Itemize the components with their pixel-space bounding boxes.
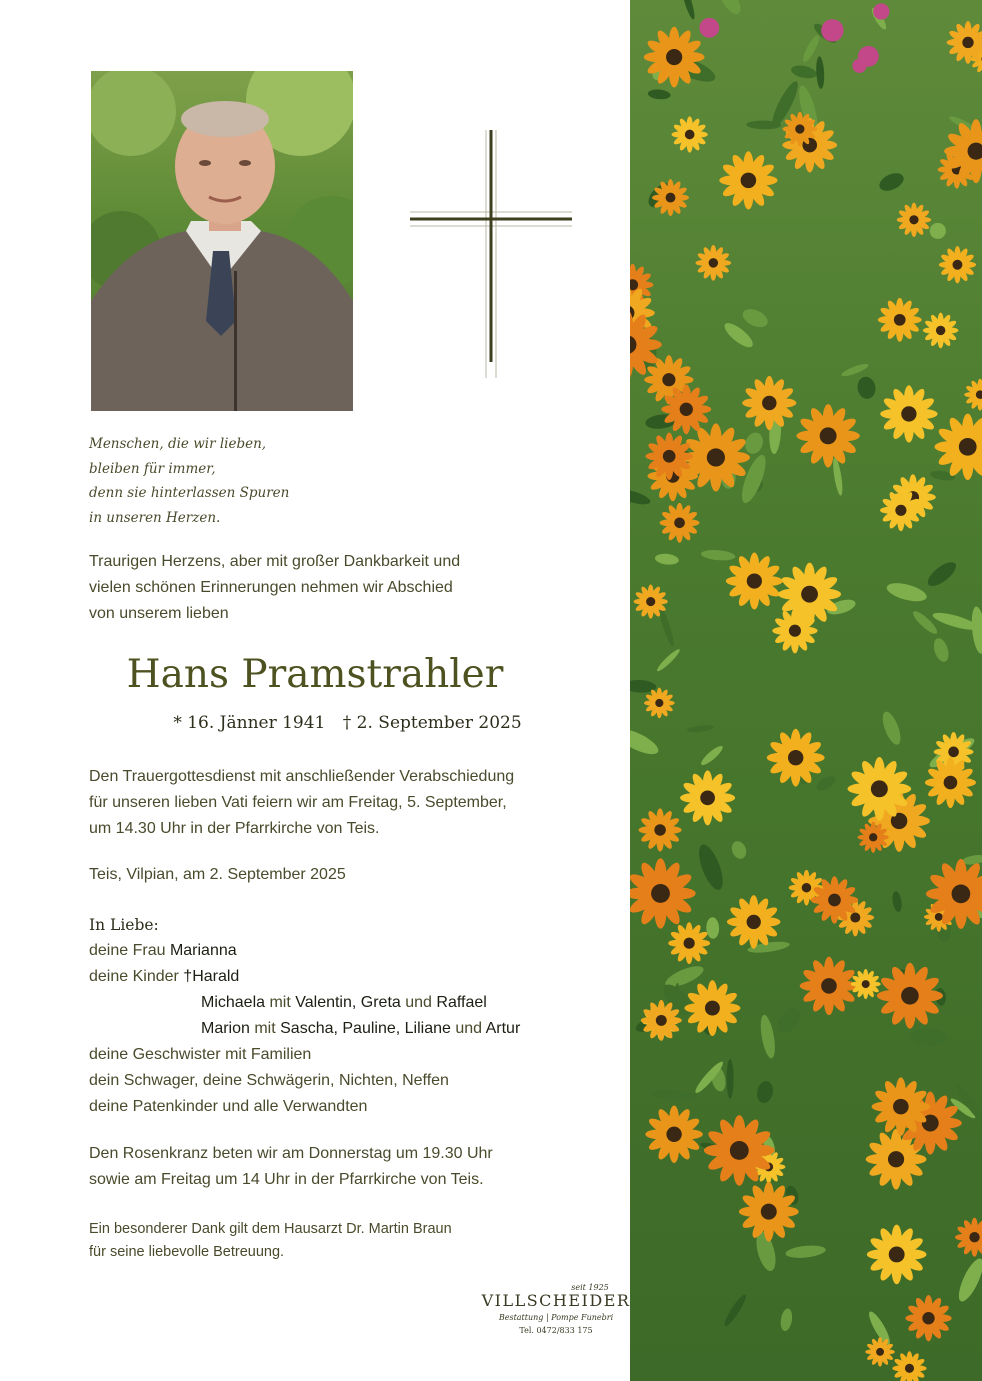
poem [89,432,389,530]
label: mit [249,1020,281,1037]
mourner-line: dein Schwager, deine Schwägerin, Nichten, Neffen [89,1072,449,1089]
place-date: Teis, Vilpian, am 2. September 2025 [89,866,346,883]
rosary-text [89,1141,493,1193]
logo-phone: Tel. 0472/833 175 [519,1326,593,1335]
poem-line: in unseren Herzen. [89,509,221,526]
pink-blossom-shape [699,18,719,38]
mourner-line [89,938,520,964]
intro-line: Traurigen Herzens, aber mit großer Dankbarkeit und [89,553,461,570]
flower-photo-panel [630,0,982,1381]
rosary-line: sowie am Freitag um 14 Uhr in der Pfarrkirche von Teis. [89,1171,484,1188]
grandchildren-names: Valentin, Greta [295,994,401,1011]
label: und [450,1020,486,1037]
mourners-list [89,912,520,1120]
pink-blossom-shape [823,21,837,35]
portrait-photo [91,71,353,411]
pink-blossom-shape [873,3,889,19]
label: und [400,994,437,1011]
thanks-text [89,1218,452,1264]
cross-icon [410,130,572,378]
mourners-heading: In Liebe: [89,916,159,934]
poem-line: Menschen, die wir lieben, [89,436,267,452]
grandchild-name: Artur [485,1020,521,1037]
pink-blossom-shape [858,46,879,67]
mourner-line: deine Patenkinder und alle Verwandten [89,1098,368,1115]
rosary-line: Den Rosenkranz beten wir am Donnerstag um 19.30 Uhr [89,1145,493,1162]
label: deine Kinder [89,968,184,985]
portrait-illustration [91,71,353,411]
funeral-home-logo [480,1283,632,1335]
deceased-name: Hans Pramstrahler [126,652,504,697]
child-name: Michaela [201,994,266,1011]
intro-line: vielen schönen Erinnerungen nehmen wir Abschied [89,579,453,596]
service-line: um 14.30 Uhr in der Pfarrkirche von Teis. [89,820,380,837]
service-line: Den Trauergottesdienst mit anschließender Verabschiedung [89,768,515,785]
birth-date: * 16. Jänner 1941 [173,713,326,733]
label: mit [265,994,296,1011]
intro-line: von unserem lieben [89,605,229,622]
life-dates [0,713,695,733]
thanks-line: Ein besonderer Dank gilt dem Hausarzt Dr. Martin Braun [89,1221,452,1237]
poem-line: bleiben für immer, [89,460,216,477]
logo-since: seit 1925 [571,1283,609,1292]
logo-brand: VILLSCHEIDER [481,1291,631,1310]
mourner-line [89,1016,520,1042]
mourner-line: deine Geschwister mit Familien [89,1046,312,1063]
service-line: für unseren lieben Vati feiern wir am Freitag, 5. September, [89,794,507,811]
label: deine Frau [89,942,170,959]
thanks-line: für seine liebevolle Betreuung. [89,1244,285,1260]
leaf-shape [727,1059,734,1099]
service-text [89,764,514,842]
poem-line: denn sie hinterlassen Spuren [89,485,290,501]
child-name: †Harald [183,968,240,985]
intro-text [89,549,460,627]
wife-name: Marianna [169,942,237,959]
logo-subtitle: Bestattung | Pompe Funebri [498,1313,614,1322]
mourner-line [89,964,520,990]
grandchildren-names: Sascha, Pauline, Liliane [280,1020,451,1037]
death-date: † 2. September 2025 [342,713,522,733]
grandchild-name: Raffael [436,994,487,1011]
flowers-illustration [630,0,982,1381]
mourner-line [89,990,520,1016]
child-name: Marion [201,1020,250,1037]
